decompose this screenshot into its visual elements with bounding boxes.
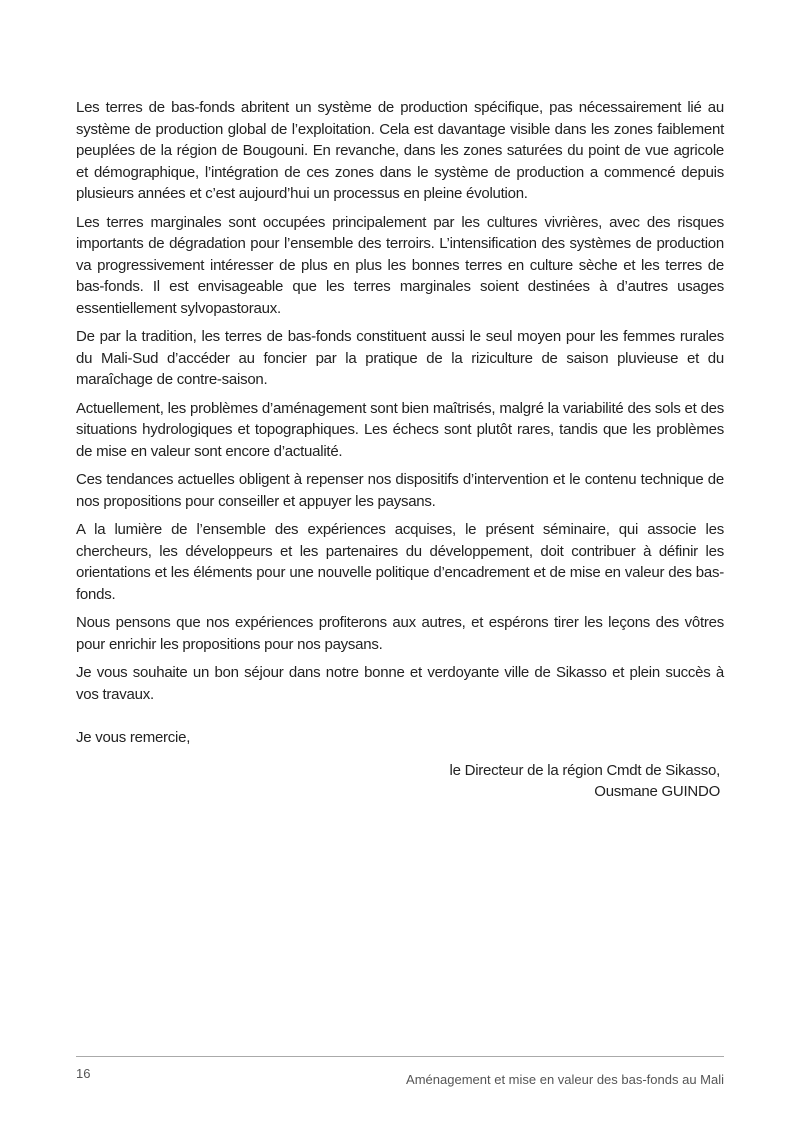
- footer-divider: [76, 1056, 724, 1057]
- page-number: 16: [76, 1066, 91, 1081]
- signature-block: [76, 760, 724, 803]
- paragraph: A la lumière de l’ensemble des expériences acquises, le présent séminaire, qui associe les chercheurs, les développeurs et les partenaires du développement, doit contribuer à définir les orientations et les éléments pour une nouvelle politique d’encadrement et de mise en valeur des bas-fonds.: [76, 521, 724, 603]
- closing-line: Je vous remercie,: [76, 729, 191, 746]
- document-body: [76, 97, 724, 803]
- paragraph: Je vous souhaite un bon séjour dans notre bonne et verdoyante ville de Sikasso et plein succès à vos travaux.: [76, 664, 724, 703]
- running-title: Aménagement et mise en valeur des bas-fonds au Mali: [406, 1072, 724, 1087]
- signature-name: Ousmane GUINDO: [594, 783, 720, 800]
- paragraph: Actuellement, les problèmes d’aménagement sont bien maîtrisés, malgré la variabilité des sols et des situations hydrologiques et topographiques. Les échecs sont plutôt rares, tandis que les problèmes de mise en valeur sont encore d’actualité.: [76, 399, 724, 460]
- paragraph: Nous pensons que nos expériences profiterons aux autres, et espérons tirer les leçons des vôtres pour enrichir les propositions pour nos paysans.: [76, 614, 724, 653]
- signature-title: le Directeur de la région Cmdt de Sikasso,: [449, 761, 720, 779]
- paragraph: Les terres de bas-fonds abritent un système de production spécifique, pas nécessairement lié au système de production global de l’exploitation. Cela est davantage visible dans les zones faiblement peuplées de la région de Bougouni. En revanche, dans les zones saturées du point de vue agricole et démographique, l’intégration de ces zones dans le système de production a commencé depuis plusieurs années et c’est aujourd’hui un processus en pleine évolution.: [76, 99, 724, 202]
- paragraph: Ces tendances actuelles obligent à repenser nos dispositifs d’intervention et le contenu technique de nos propositions pour conseiller et appuyer les paysans.: [76, 471, 724, 510]
- paragraph: De par la tradition, les terres de bas-fonds constituent aussi le seul moyen pour les femmes rurales du Mali-Sud d’accéder au foncier par la pratique de la riziculture de saison pluvieuse et du maraîchage de contre-saison.: [76, 328, 724, 388]
- paragraph: Les terres marginales sont occupées principalement par les cultures vivrières, avec des risques importants de dégradation pour l’ensemble des terroirs. L’intensification des systèmes de production va progressivement intéresser de plus en plus les bonnes terres en culture sèche et les terres de bas-fonds. Il est envisageable que les terres marginales soient destinées à d’autres usages essentiellement sylvopastoraux.: [76, 213, 724, 317]
